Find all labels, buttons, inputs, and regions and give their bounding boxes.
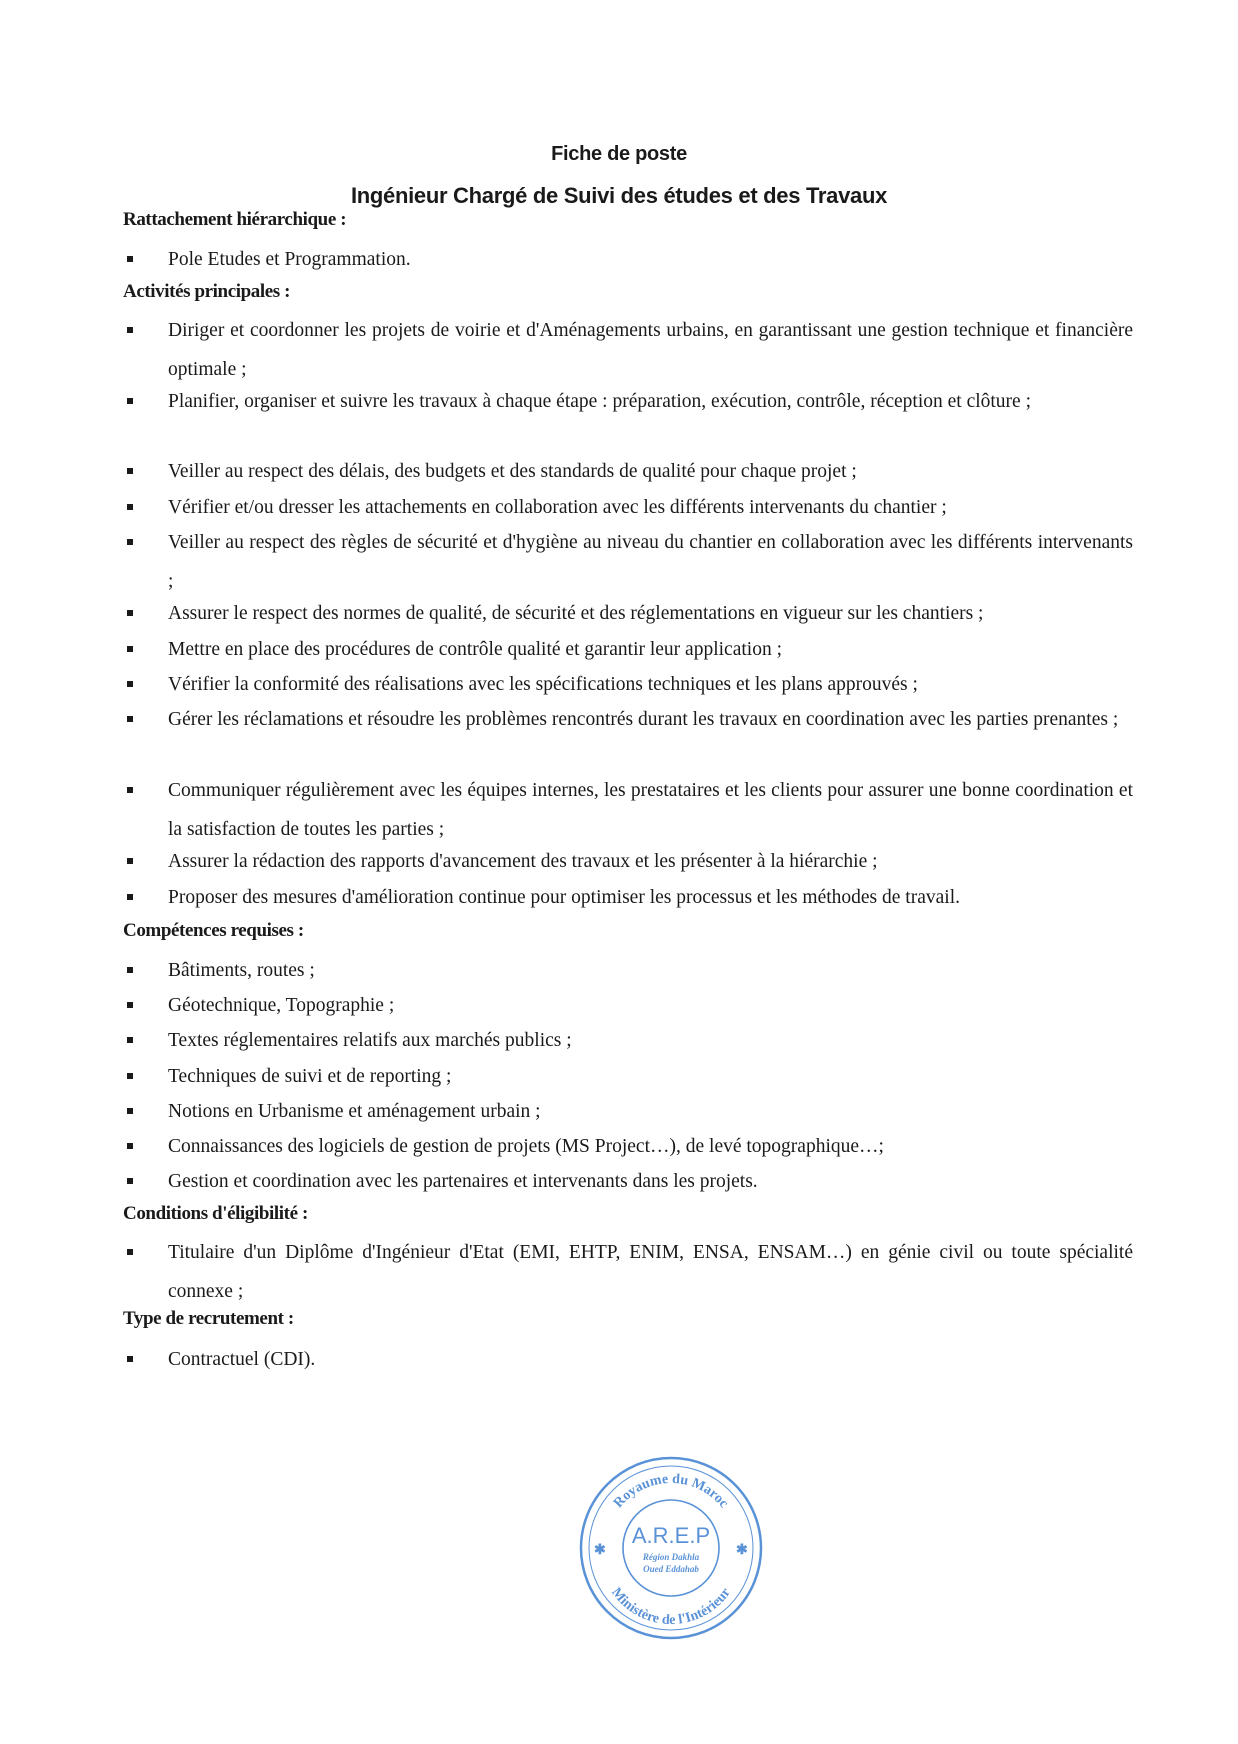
list-item: Mettre en place des procédures de contrôle qualité et garantir leur application ; [123, 630, 1133, 669]
bullet-icon [127, 1356, 133, 1362]
bullet-icon [127, 1249, 133, 1255]
list-item: Vérifier la conformité des réalisations avec les spécifications techniques et les plans approuvés ; [123, 665, 1133, 704]
stamp-ring-bottom-text: Ministère de l'Intérieur [608, 1585, 734, 1629]
list-item: Contractuel (CDI). [123, 1340, 1133, 1379]
bullet-icon [127, 504, 133, 510]
stamp-ring-top-text: Royaume du Maroc [611, 1471, 731, 1511]
list-item: Assurer le respect des normes de qualité, de sécurité et des réglementations en vigueur sur les chantiers ; [123, 594, 1133, 633]
list-item: Titulaire d'un Diplôme d'Ingénieur d'Etat (EMI, EHTP, ENIM, ENSA, ENSAM…) en génie civil ou toute spécialité connexe ; [123, 1233, 1133, 1311]
list-item: Textes réglementaires relatifs aux marchés publics ; [123, 1021, 1133, 1060]
list-item: Techniques de suivi et de reporting ; [123, 1057, 1133, 1096]
list-item: Bâtiments, routes ; [123, 951, 1133, 990]
bullet-icon [127, 398, 133, 404]
bullet-icon [127, 787, 133, 793]
section-heading-activites: Activités principales : [123, 281, 291, 302]
stamp-center-text: A.R.E.P [631, 1523, 711, 1548]
list-item: Veiller au respect des règles de sécurité et d'hygiène au niveau du chantier en collaboration avec les différents intervenants ; [123, 523, 1133, 601]
list-item: Pole Etudes et Programmation. [123, 240, 1133, 279]
bullet-icon [127, 1108, 133, 1114]
list-item: Assurer la rédaction des rapports d'avancement des travaux et les présenter à la hiérarchie ; [123, 842, 1133, 881]
list-item: Notions en Urbanisme et aménagement urbain ; [123, 1092, 1133, 1131]
section-heading-conditions: Conditions d'éligibilité : [123, 1203, 308, 1224]
bullet-icon [127, 1143, 133, 1149]
stamp-star-icon: ✱ [594, 1543, 606, 1558]
bullet-icon [127, 894, 133, 900]
bullet-icon [127, 1178, 133, 1184]
list-item: Veiller au respect des délais, des budgets et des standards de qualité pour chaque projet ; [123, 452, 1133, 491]
section-heading-competences: Compétences requises : [123, 920, 304, 941]
bullet-icon [127, 1037, 133, 1043]
bullet-icon [127, 646, 133, 652]
list-item: Gérer les réclamations et résoudre les problèmes rencontrés durant les travaux en coordination avec les parties prenantes ; [123, 700, 1133, 739]
bullet-icon [127, 1002, 133, 1008]
bullet-icon [127, 681, 133, 687]
bullet-icon [127, 610, 133, 616]
stamp-sub-line: Région Dakhla [642, 1552, 700, 1562]
bullet-icon [127, 468, 133, 474]
list-item: Proposer des mesures d'amélioration continue pour optimiser les processus et les méthodes de travail. [123, 878, 1133, 917]
bullet-icon [127, 327, 133, 333]
bullet-icon [127, 256, 133, 262]
stamp-sub-line: Oued Eddahab [643, 1564, 699, 1574]
document-title: Fiche de poste [551, 143, 687, 165]
bullet-icon [127, 1073, 133, 1079]
section-heading-rattachement: Rattachement hiérarchique : [123, 209, 347, 230]
list-item: Communiquer régulièrement avec les équipes internes, les prestataires et les clients pour assurer une bonne coordination et la satisfaction de toutes les parties ; [123, 771, 1133, 849]
bullet-icon [127, 967, 133, 973]
section-heading-recrutement: Type de recrutement : [123, 1308, 294, 1329]
list-item: Gestion et coordination avec les partenaires et intervenants dans les projets. [123, 1162, 1133, 1201]
document-subtitle: Ingénieur Chargé de Suivi des études et des Travaux [350, 183, 888, 208]
list-item: Diriger et coordonner les projets de voirie et d'Aménagements urbains, en garantissant une gestion technique et financière optimale ; [123, 311, 1133, 389]
official-stamp [576, 1453, 766, 1643]
bullet-icon [127, 716, 133, 722]
list-item: Géotechnique, Topographie ; [123, 986, 1133, 1025]
bullet-icon [127, 539, 133, 545]
list-item: Connaissances des logiciels de gestion de projets (MS Project…), de levé topographique…; [123, 1127, 1133, 1166]
list-item: Planifier, organiser et suivre les travaux à chaque étape : préparation, exécution, contrôle, réception et clôture ; [123, 382, 1133, 421]
stamp-star-icon: ✱ [736, 1543, 748, 1558]
bullet-icon [127, 858, 133, 864]
list-item: Vérifier et/ou dresser les attachements en collaboration avec les différents intervenants du chantier ; [123, 488, 1133, 527]
